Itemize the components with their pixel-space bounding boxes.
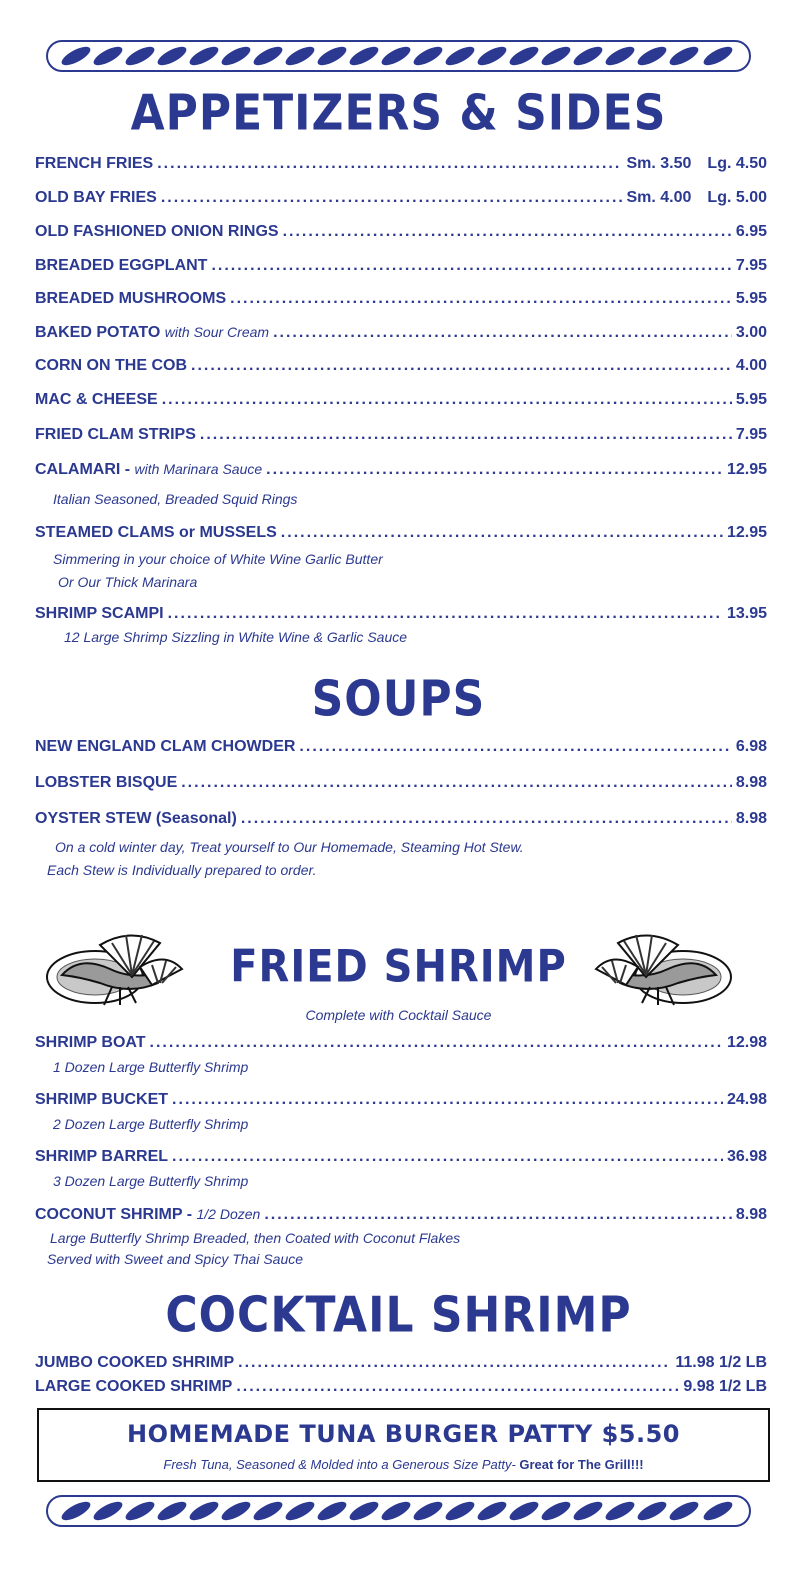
item-name: LARGE COOKED SHRIMP — [35, 1378, 233, 1395]
dot-leader — [236, 1378, 679, 1396]
cocktail-shrimp-heading: COCKTAIL SHRIMP — [165, 1286, 632, 1345]
item-price: 6.95 — [735, 223, 767, 240]
item-name: NEW ENGLAND CLAM CHOWDER — [35, 738, 296, 755]
item-price: 5.95 — [735, 391, 767, 408]
dot-leader — [168, 605, 723, 623]
menu-item — [35, 426, 767, 448]
item-name: OLD BAY FRIES — [35, 189, 157, 206]
item-name: OYSTER STEW (Seasonal) — [35, 810, 237, 827]
menu-item — [35, 189, 767, 211]
item-description: 3 Dozen Large Butterfly Shrimp — [53, 1173, 249, 1189]
item-price: 8.98 — [735, 1206, 767, 1223]
item-name: SHRIMP BOAT — [35, 1034, 146, 1051]
item-name: SHRIMP SCAMPI — [35, 605, 164, 622]
menu-item — [35, 391, 767, 413]
menu-item — [35, 223, 767, 245]
dot-leader — [264, 1206, 732, 1224]
item-name: BREADED MUSHROOMS — [35, 290, 227, 307]
menu-item — [35, 155, 767, 177]
item-price: 4.00 — [735, 357, 767, 374]
dot-leader — [161, 189, 623, 207]
item-name: COCONUT SHRIMP - 1/2 Dozen — [35, 1206, 261, 1223]
item-name: SHRIMP BARREL — [35, 1148, 169, 1165]
dot-leader — [266, 461, 723, 479]
appetizers-heading: APPETIZERS & SIDES — [130, 84, 667, 143]
rope-border-icon — [46, 40, 751, 72]
dot-leader — [200, 426, 732, 444]
menu-item — [35, 524, 767, 546]
fried-shrimp-heading: FRIED SHRIMP — [230, 941, 567, 993]
item-price: 12.98 — [726, 1034, 767, 1051]
menu-item — [35, 774, 767, 796]
dot-leader — [241, 810, 732, 828]
fried-shrimp-subheading: Complete with Cocktail Sauce — [305, 1007, 492, 1023]
dot-leader — [211, 257, 731, 275]
item-description: Italian Seasoned, Breaded Squid Rings — [53, 491, 298, 507]
item-description: 2 Dozen Large Butterfly Shrimp — [53, 1116, 249, 1132]
menu-item — [35, 605, 767, 627]
tuna-burger-box — [37, 1408, 770, 1482]
item-name: BREADED EGGPLANT — [35, 257, 208, 274]
item-price: 9.98 1/2 LB — [683, 1378, 767, 1395]
dot-leader — [157, 155, 622, 173]
item-name: SHRIMP BUCKET — [35, 1091, 169, 1108]
item-description: Simmering in your choice of White Wine Garlic Butter — [53, 551, 383, 567]
tuna-burger-description: Fresh Tuna, Seasoned & Molded into a Generous Size Patty- Great for The Grill!!! — [163, 1457, 644, 1472]
item-description: Large Butterfly Shrimp Breaded, then Coated with Coconut Flakes — [50, 1230, 461, 1246]
item-price: 11.98 1/2 LB — [675, 1354, 767, 1371]
dot-leader — [191, 357, 732, 375]
item-price: 24.98 — [726, 1091, 767, 1108]
item-name: LOBSTER BISQUE — [35, 774, 178, 791]
item-price: 8.98 — [735, 774, 767, 791]
item-description: 1 Dozen Large Butterfly Shrimp — [53, 1059, 249, 1075]
menu-item — [35, 290, 767, 312]
item-price: Sm. 4.00 Lg. 5.00 — [626, 189, 767, 206]
dot-leader — [281, 524, 723, 542]
item-price: 13.95 — [726, 605, 767, 622]
menu-item — [35, 1148, 767, 1170]
dot-leader — [238, 1354, 671, 1372]
item-name: FRIED CLAM STRIPS — [35, 426, 196, 443]
item-description: On a cold winter day, Treat yourself to Our Homemade, Steaming Hot Stew. — [55, 839, 524, 855]
item-price: 5.95 — [735, 290, 767, 307]
item-price: 36.98 — [726, 1148, 767, 1165]
dot-leader — [172, 1148, 723, 1166]
item-price: 3.00 — [735, 324, 767, 341]
dot-leader — [162, 391, 732, 409]
rope-border-icon — [46, 1495, 751, 1527]
menu-item — [35, 461, 767, 483]
menu-item — [35, 257, 767, 279]
menu-item — [35, 1034, 767, 1056]
item-price: 7.95 — [735, 426, 767, 443]
item-description: Each Stew is Individually prepared to order. — [47, 862, 317, 878]
item-price: 7.95 — [735, 257, 767, 274]
tuna-burger-title: HOMEMADE TUNA BURGER PATTY $5.50 — [127, 1420, 680, 1448]
item-price: 8.98 — [735, 810, 767, 827]
shrimp-plate-icon — [588, 925, 738, 1015]
item-name: FRENCH FRIES — [35, 155, 154, 172]
soups-heading: SOUPS — [311, 670, 486, 729]
menu-item — [35, 1378, 767, 1400]
item-price: Sm. 3.50 Lg. 4.50 — [626, 155, 767, 172]
menu-item — [35, 1206, 767, 1228]
menu-item — [35, 738, 767, 760]
item-price: 6.98 — [735, 738, 767, 755]
item-description: 12 Large Shrimp Sizzling in White Wine & Garlic Sauce — [64, 629, 408, 645]
item-name: BAKED POTATO with Sour Cream — [35, 324, 270, 341]
item-name: JUMBO COOKED SHRIMP — [35, 1354, 235, 1371]
item-name: STEAMED CLAMS or MUSSELS — [35, 524, 277, 541]
menu-item — [35, 810, 767, 832]
item-price: 12.95 — [726, 524, 767, 541]
item-description: Served with Sweet and Spicy Thai Sauce — [47, 1251, 304, 1267]
dot-leader — [181, 774, 732, 792]
menu-item — [35, 1354, 767, 1376]
dot-leader — [299, 738, 731, 756]
item-name: OLD FASHIONED ONION RINGS — [35, 223, 279, 240]
menu-item — [35, 324, 767, 346]
item-name: CORN ON THE COB — [35, 357, 187, 374]
dot-leader — [172, 1091, 723, 1109]
menu-item — [35, 1091, 767, 1113]
dot-leader — [230, 290, 732, 308]
item-description: Or Our Thick Marinara — [58, 574, 198, 590]
menu-item — [35, 357, 767, 379]
item-name: MAC & CHEESE — [35, 391, 158, 408]
dot-leader — [283, 223, 732, 241]
dot-leader — [273, 324, 732, 342]
item-name: CALAMARI - with Marinara Sauce — [35, 461, 263, 478]
dot-leader — [150, 1034, 723, 1052]
item-price: 12.95 — [726, 461, 767, 478]
